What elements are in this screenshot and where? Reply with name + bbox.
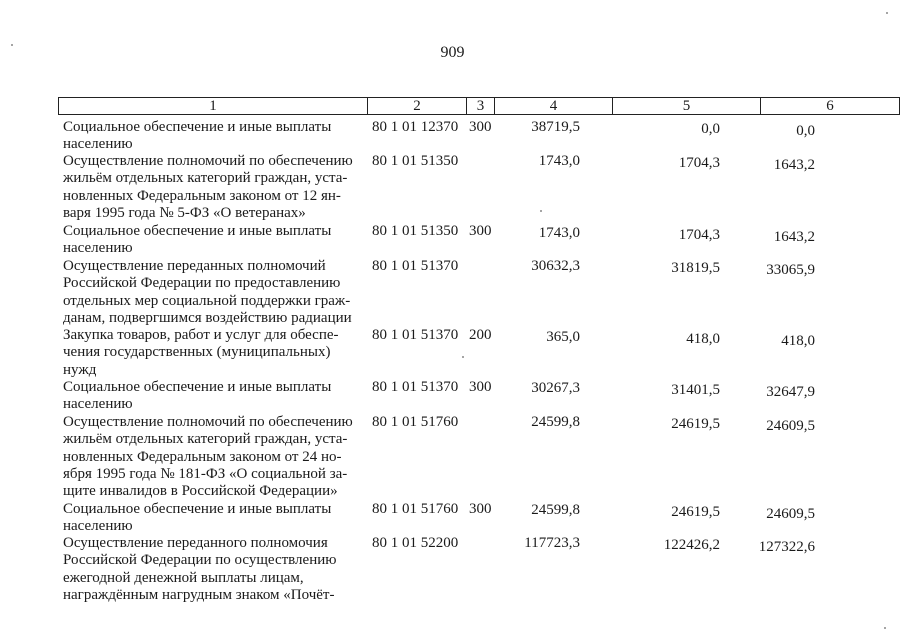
row-code: 80 1 01 51370 bbox=[372, 258, 459, 274]
row-value-2: 24619,5 bbox=[671, 504, 720, 520]
scan-speck bbox=[540, 210, 542, 212]
row-value-1: 117723,3 bbox=[524, 535, 580, 551]
row-name: Осуществление полномочий по обеспечению жильём отдельных категорий граждан, уста- новленных Федеральным законом от 12 ян- варя 1995 года № 5-ФЗ «О ветеранах» bbox=[63, 153, 353, 221]
row-value-3: 418,0 bbox=[781, 333, 815, 349]
row-code: 80 1 01 51760 bbox=[372, 501, 459, 517]
header-col-5: 5 bbox=[682, 98, 691, 114]
row-value-1: 30632,3 bbox=[531, 258, 580, 274]
row-value-3: 24609,5 bbox=[766, 506, 815, 522]
row-code: 80 1 01 51350 bbox=[372, 153, 459, 169]
row-value-3: 1643,2 bbox=[773, 229, 815, 245]
row-type: 300 bbox=[469, 379, 492, 395]
row-type: 300 bbox=[469, 501, 492, 517]
row-value-2: 122426,2 bbox=[663, 537, 720, 553]
row-code: 80 1 01 51370 bbox=[372, 379, 459, 395]
row-value-1: 30267,3 bbox=[531, 380, 580, 396]
row-name: Социальное обеспечение и иные выплаты населению bbox=[63, 501, 332, 535]
row-value-3: 24609,5 bbox=[766, 418, 815, 434]
header-col-3: 3 bbox=[476, 98, 485, 114]
row-value-2: 1704,3 bbox=[678, 227, 720, 243]
row-value-1: 38719,5 bbox=[531, 119, 580, 135]
header-col-2: 2 bbox=[413, 98, 421, 114]
table-header bbox=[58, 97, 900, 115]
row-value-2: 0,0 bbox=[701, 121, 720, 137]
row-value-1: 24599,8 bbox=[531, 502, 580, 518]
header-col-6: 6 bbox=[826, 98, 834, 114]
row-type: 200 bbox=[469, 327, 492, 343]
row-value-2: 418,0 bbox=[686, 331, 720, 347]
row-value-2: 31401,5 bbox=[671, 382, 720, 398]
scan-speck bbox=[11, 44, 13, 46]
row-type: 300 bbox=[469, 223, 492, 239]
row-value-1: 1743,0 bbox=[538, 225, 580, 241]
row-value-3: 33065,9 bbox=[766, 262, 815, 278]
row-code: 80 1 01 51350 bbox=[372, 223, 459, 239]
row-name: Социальное обеспечение и иные выплаты населению bbox=[63, 379, 332, 413]
scan-speck bbox=[462, 356, 464, 358]
row-code: 80 1 01 12370 bbox=[372, 119, 459, 135]
row-value-2: 1704,3 bbox=[678, 155, 720, 171]
header-col-4: 4 bbox=[549, 98, 558, 114]
row-value-3: 0,0 bbox=[796, 123, 815, 139]
header-col-1: 1 bbox=[209, 98, 217, 114]
row-value-3: 1643,2 bbox=[773, 157, 815, 173]
row-value-3: 32647,9 bbox=[766, 384, 815, 400]
scan-speck bbox=[884, 627, 886, 629]
row-value-1: 1743,0 bbox=[538, 153, 580, 169]
row-code: 80 1 01 51370 bbox=[372, 327, 459, 343]
row-value-2: 24619,5 bbox=[671, 416, 720, 432]
row-name: Осуществление полномочий по обеспечению жильём отдельных категорий граждан, уста- новленных Федеральным законом от 24 но- ября 1995 года № 181-ФЗ «О социальной за- щите инвалидов в Российской Федерации» bbox=[63, 414, 353, 500]
row-name: Осуществление переданного полномочия Российской Федерации по осуществлению ежегодной денежной выплаты лицам, награждённым нагрудным знаком «Почёт- bbox=[63, 535, 337, 603]
row-value-3: 127322,6 bbox=[758, 539, 815, 555]
row-value-2: 31819,5 bbox=[671, 260, 720, 276]
scan-speck bbox=[886, 12, 888, 14]
row-value-1: 365,0 bbox=[546, 329, 580, 345]
row-name: Закупка товаров, работ и услуг для обеспе- чения государственных (муниципальных) нужд bbox=[63, 327, 339, 378]
row-code: 80 1 01 51760 bbox=[372, 414, 459, 430]
row-code: 80 1 01 52200 bbox=[372, 535, 459, 551]
row-value-1: 24599,8 bbox=[531, 414, 580, 430]
row-name: Социальное обеспечение и иные выплаты населению bbox=[63, 119, 332, 153]
row-type: 300 bbox=[469, 119, 492, 135]
page-number: 909 bbox=[440, 44, 465, 61]
row-name: Осуществление переданных полномочий Российской Федерации по предоставлению отдельных мер социальной поддержки граж- данам, подвергшимся воздействию радиации bbox=[63, 258, 352, 326]
row-name: Социальное обеспечение и иные выплаты населению bbox=[63, 223, 332, 257]
